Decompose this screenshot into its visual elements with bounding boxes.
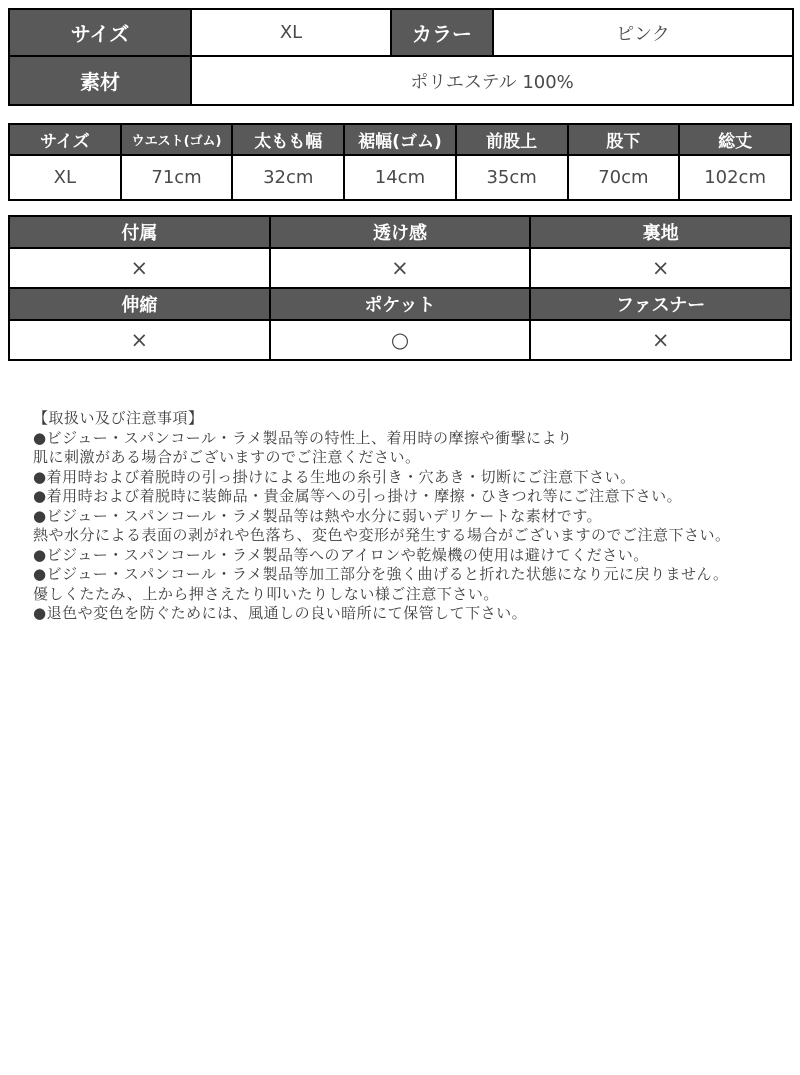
measurements-table: [8, 123, 792, 201]
feature-header-sheerness: 透け感: [270, 216, 531, 248]
features-value-row-1: [9, 248, 791, 288]
table-row: [9, 56, 793, 105]
care-note-line: ●ビジュー・スパンコール・ラメ製品等は熱や水分に弱いデリケートな素材です。: [33, 506, 603, 525]
measurements-value-row: [9, 155, 791, 200]
measure-header-front-rise: 前股上: [456, 124, 568, 155]
measure-header-waist: ウエスト(ゴム): [121, 124, 233, 155]
feature-value-stretch: ×: [9, 320, 270, 360]
feature-header-accessory: 付属: [9, 216, 270, 248]
care-note-line: ●ビジュー・スパンコール・ラメ製品等へのアイロンや乾燥機の使用は避けてください。: [33, 545, 649, 564]
feature-value-accessory: ×: [9, 248, 270, 288]
measure-header-size: サイズ: [9, 124, 121, 155]
size-label-cell: サイズ: [9, 9, 191, 56]
feature-header-zipper: ファスナー: [530, 288, 791, 320]
care-notes-title: 【取扱い及び注意事項】: [33, 409, 204, 427]
measure-header-thigh: 太もも幅: [232, 124, 344, 155]
measure-value-size: XL: [9, 155, 121, 200]
features-table: [8, 215, 792, 361]
care-note-line: 優しくたたみ、上から押さえたり叩いたりしない様ご注意下さい。: [33, 584, 499, 603]
size-value-cell: XL: [191, 9, 391, 56]
material-label-cell: 素材: [9, 56, 191, 105]
care-note-line: ●着用時および着脱時に装飾品・貴金属等への引っ掛け・摩擦・ひきつれ等にご注意下さい。: [33, 487, 683, 505]
care-note-line: ●ビジュー・スパンコール・ラメ製品等の特性上、着用時の摩擦や衝撃により: [33, 428, 573, 447]
measure-value-waist: 71cm: [121, 155, 233, 200]
color-label-cell: カラー: [391, 9, 493, 56]
feature-header-lining: 裏地: [530, 216, 791, 248]
measure-header-hem: 裾幅(ゴム): [344, 124, 456, 155]
care-note-line: ●ビジュー・スパンコール・ラメ製品等加工部分を強く曲げると折れた状態になり元に戻りません。: [33, 565, 729, 583]
product-spec-page: [0, 8, 800, 1075]
feature-value-zipper: ×: [530, 320, 791, 360]
measurements-header-row: [9, 124, 791, 155]
features-value-row-2: [9, 320, 791, 360]
feature-header-stretch: 伸縮: [9, 288, 270, 320]
measure-value-inseam: 70cm: [568, 155, 680, 200]
measure-value-hem: 14cm: [344, 155, 456, 200]
table-row: [9, 9, 793, 56]
feature-value-lining: ×: [530, 248, 791, 288]
care-note-line: ●着用時および着脱時の引っ掛けによる生地の糸引き・穴あき・切断にご注意下さい。: [33, 467, 636, 486]
feature-value-pocket: ○: [270, 320, 531, 360]
care-note-line: 熱や水分による表面の剥がれや色落ち、変色や変形が発生する場合がございますのでご注意下さい。: [33, 526, 731, 544]
features-header-row-2: [9, 288, 791, 320]
measure-value-front-rise: 35cm: [456, 155, 568, 200]
feature-header-pocket: ポケット: [270, 288, 531, 320]
size-color-material-table: [8, 8, 794, 106]
features-header-row-1: [9, 216, 791, 248]
measure-value-thigh: 32cm: [232, 155, 344, 200]
measure-value-total-length: 102cm: [679, 155, 791, 200]
measure-header-inseam: 股下: [568, 124, 680, 155]
color-value-cell: ピンク: [493, 9, 793, 56]
measure-header-total-length: 総丈: [679, 124, 791, 155]
care-notes: [33, 409, 800, 624]
feature-value-sheerness: ×: [270, 248, 531, 288]
care-note-line: 肌に刺激がある場合がございますのでご注意ください。: [33, 448, 421, 466]
care-note-line: ●退色や変色を防ぐためには、風通しの良い暗所にて保管して下さい。: [33, 604, 528, 622]
material-value-cell: ポリエステル 100%: [191, 56, 793, 105]
